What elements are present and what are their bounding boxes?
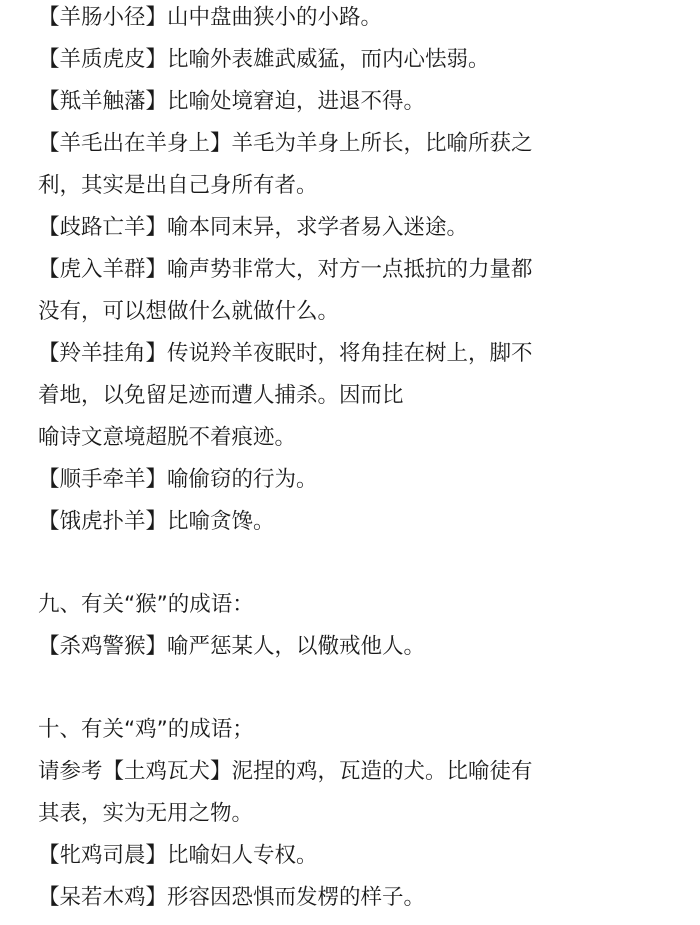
section-heading-monkey: 九、有关“猴”的成语： xyxy=(38,592,254,617)
idiom-pin-ji-si-chen: 【牝鸡司晨】比喻妇人专权。 xyxy=(38,843,318,868)
idiom-dai-ruo-mu-ji: 【呆若木鸡】形容因恐惧而发楞的样子。 xyxy=(38,885,426,910)
idiom-hu-ru-yang-qun-line-1: 【虎入羊群】喻声势非常大，对方一点抵抗的力量都 xyxy=(38,257,533,282)
section-heading-chicken: 十、有关“鸡”的成语； xyxy=(38,717,254,742)
idiom-sha-ji-jing-hou: 【杀鸡警猴】喻严惩某人，以儆戒他人。 xyxy=(38,634,426,659)
idiom-e-hu-pu-yang: 【饿虎扑羊】比喻贪馋。 xyxy=(38,509,275,534)
idiom-di-yang-chu-fan: 【羝羊触藩】比喻处境窘迫，进退不得。 xyxy=(38,89,426,114)
idiom-yang-chang-xiao-jing: 【羊肠小径】山中盘曲狭小的小路。 xyxy=(38,5,383,30)
idiom-shun-shou-qian-yang: 【顺手牵羊】喻偷窃的行为。 xyxy=(38,467,318,492)
idiom-qi-lu-wang-yang: 【歧路亡羊】喻本同末异，求学者易入迷途。 xyxy=(38,215,469,240)
idiom-hu-ru-yang-qun-line-2: 没有，可以想做什么就做什么。 xyxy=(38,299,340,324)
idiom-ling-yang-gua-jiao-line-2: 着地，以免留足迹而遭人捕杀。因而比 xyxy=(38,383,404,408)
idiom-tu-ji-wa-quan-line-1: 请参考【土鸡瓦犬】泥捏的鸡，瓦造的犬。比喻徒有 xyxy=(38,759,533,784)
idiom-ling-yang-gua-jiao-line-3: 喻诗文意境超脱不着痕迹。 xyxy=(38,425,297,450)
idiom-yang-mao-line-1: 【羊毛出在羊身上】羊毛为羊身上所长，比喻所获之 xyxy=(38,131,533,156)
idiom-ling-yang-gua-jiao-line-1: 【羚羊挂角】传说羚羊夜眠时，将角挂在树上，脚不 xyxy=(38,341,533,366)
idiom-yang-zhi-hu-pi: 【羊质虎皮】比喻外表雄武威猛，而内心怯弱。 xyxy=(38,47,490,72)
idiom-tu-ji-wa-quan-line-2: 其表，实为无用之物。 xyxy=(38,801,254,826)
idiom-yang-mao-line-2: 利，其实是出自己身所有者。 xyxy=(38,173,318,198)
